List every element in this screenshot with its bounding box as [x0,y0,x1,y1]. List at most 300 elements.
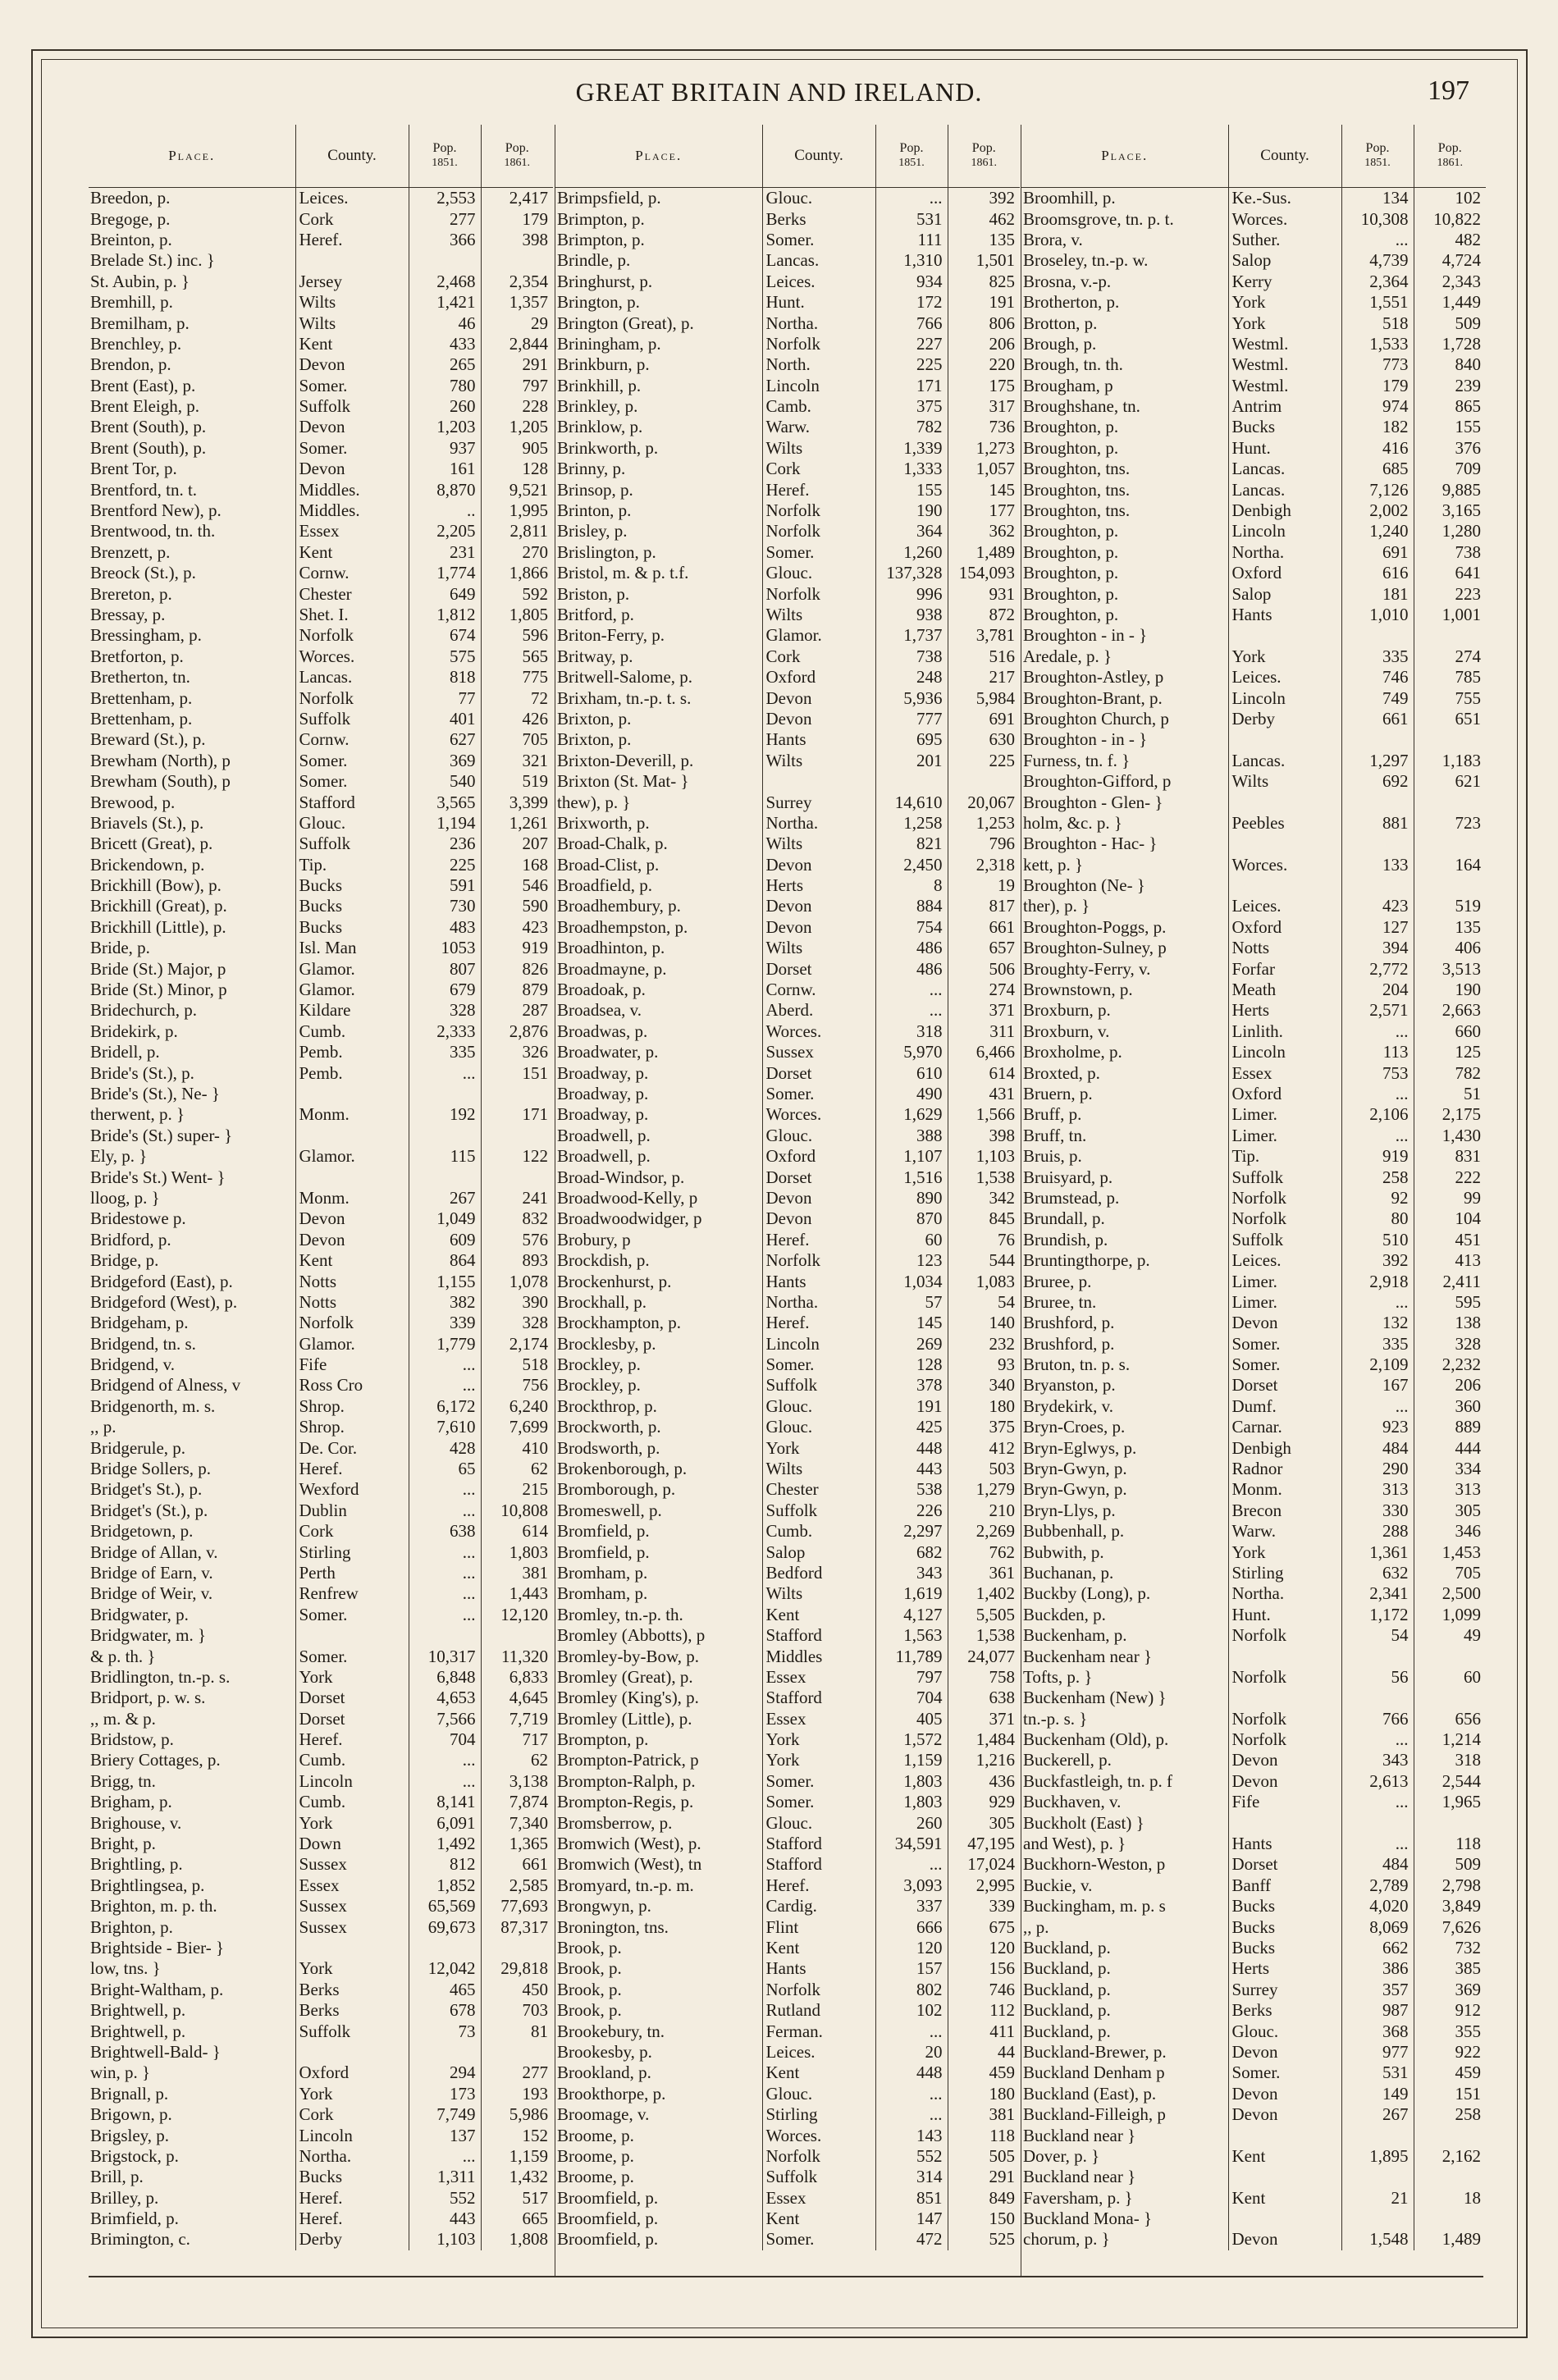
table-row [1021,1834,1486,1854]
table-row [89,667,553,688]
pop-1861-cell: 450 [481,1980,553,2000]
table-row [555,313,1020,333]
county-cell: Somer. [295,751,409,771]
pop-1861-cell: 717 [481,1729,553,1750]
pop-1851-cell: 695 [875,729,948,750]
table-row [89,334,553,354]
place-cell: Bryn-Gwyn, p. [1023,1479,1127,1500]
pop-1851-cell: 115 [409,1146,481,1167]
pop-1851-cell: 753 [1341,1062,1414,1083]
place-cell: Bridstow, p. [90,1729,174,1750]
pop-1851-cell: 738 [875,646,948,667]
pop-1851-cell: 127 [1341,917,1414,938]
pop-1851-cell: 132 [1341,1313,1414,1333]
pop-1851-cell: ... [875,2104,948,2125]
pop-1851-cell [1341,729,1414,750]
pop-1861-cell: 334 [1414,1459,1486,1479]
pop-1851-cell: 8,870 [409,479,481,500]
county-cell: Tip. [295,855,409,875]
place-cell: Brixham, tn.-p. t. s. [557,688,692,708]
pop-1861-cell: 87,317 [481,1916,553,1937]
place-cell: Brough, p. [1023,333,1097,354]
pop-1861-cell: 889 [1414,1417,1486,1437]
place-cell: Buckhorn-Weston, p [1023,1854,1166,1875]
header-county: County. [762,125,875,188]
county-cell: Dorset [1228,1854,1341,1875]
pop-1851-cell: 155 [875,479,948,500]
pop-1851-cell: 1,049 [409,1208,481,1229]
pop-1861-cell: 1,995 [481,500,553,521]
place-cell: Brinkley, p. [557,396,638,417]
table-row [1021,1188,1486,1208]
pop-1861-cell: 1,484 [948,1729,1020,1750]
county-cell [1228,729,1341,750]
place-cell: Brookthorpe, p. [557,2083,666,2104]
table-row [89,1313,553,1333]
place-cell: Bremilham, p. [90,313,190,333]
table-row [555,2229,1020,2250]
pop-1851-cell: 60 [875,1230,948,1250]
table-row [1021,1062,1486,1083]
place-cell: Brookland, p. [557,2063,651,2083]
pop-1861-cell: 503 [948,1459,1020,1479]
table-row [89,1250,553,1271]
pop-1861-cell: 919 [481,938,553,958]
place-cell: Brigstock, p. [90,2145,179,2166]
pop-1851-cell: 851 [875,2188,948,2209]
pop-1851-cell [1341,1688,1414,1708]
pop-1861-cell: 207 [481,834,553,854]
county-cell: Wilts [762,438,875,459]
county-cell: Leices. [762,272,875,292]
pop-1861-cell: 1,280 [1414,521,1486,541]
pop-1861-cell: 122 [481,1146,553,1167]
pop-1851-cell: 343 [1341,1750,1414,1770]
table-row [1021,980,1486,1000]
pop-1861-cell: 381 [481,1563,553,1583]
county-cell: Lincoln [295,1771,409,1792]
pop-1851-cell: 369 [409,751,481,771]
pop-1861-cell: 239 [1414,376,1486,396]
county-cell: Limer. [1228,1292,1341,1313]
pop-1851-cell: 133 [1341,855,1414,875]
place-cell: kett, p. } [1023,854,1084,875]
table-row [555,1667,1020,1688]
county-cell: York [762,1750,875,1770]
pop-1851-cell: 443 [409,2209,481,2229]
table-row [1021,1292,1486,1313]
pop-1851-cell: 821 [875,834,948,854]
table-row [1021,334,1486,354]
place-cell: Brixton-Deverill, p. [557,750,694,770]
pop-1861-cell: 1,805 [481,605,553,625]
table-row [89,2104,553,2125]
place-cell: Brinklow, p. [557,417,643,437]
pop-1861-cell: 128 [481,459,553,479]
table-row [89,1104,553,1125]
table-row [1021,1354,1486,1375]
table-row [1021,1417,1486,1437]
county-cell: Lincoln [1228,688,1341,708]
pop-1861-cell: 1,214 [1414,1729,1486,1750]
county-cell: Norfolk [1228,1729,1341,1750]
place-cell: Broadmayne, p. [557,958,667,979]
pop-1861-cell: 6,466 [948,1042,1020,1062]
place-cell: Bringhurst, p. [557,271,653,291]
place-cell: Brimpton, p. [557,208,645,229]
table-row [555,1208,1020,1229]
county-cell: Heref. [762,1230,875,1250]
place-cell: Broughton, tns. [1023,459,1131,479]
place-cell: Bride's (St.) super- } [90,1125,233,1145]
place-cell: Bridgeford (West), p. [90,1291,238,1312]
pop-1861-cell: 595 [1414,1292,1486,1313]
table-column-2 [555,125,1020,2276]
county-cell: Essex [295,1875,409,1896]
table-row [89,1396,553,1417]
pop-1861-cell: 4,724 [1414,250,1486,271]
place-cell: Bubwith, p. [1023,1542,1104,1562]
place-cell: Faversham, p. } [1023,2187,1133,2208]
pop-1851-cell [1341,834,1414,854]
county-cell: Suffolk [295,834,409,854]
pop-1851-cell: 1,203 [409,417,481,437]
table-row [555,1688,1020,1708]
table-row [1021,625,1486,646]
pop-1851-cell: ... [1341,1729,1414,1750]
county-cell: Hants [1228,1834,1341,1854]
county-cell: Chester [295,583,409,604]
pop-1851-cell: 510 [1341,1230,1414,1250]
place-cell: Dover, p. } [1023,2145,1100,2166]
place-cell: Broughton-Gifford, p [1023,771,1172,792]
place-cell: Bryn-Croes, p. [1023,1417,1126,1437]
pop-1851-cell: 425 [875,1417,948,1437]
place-cell: Bretforton, p. [90,646,184,666]
pop-1851-cell: 147 [875,2209,948,2229]
place-cell: ,, m. & p. [90,1708,156,1729]
county-cell: Herts [1228,1000,1341,1021]
table-row [89,1084,553,1104]
pop-1861-cell: 565 [481,646,553,667]
pop-1851-cell: ... [875,980,948,1000]
place-cell: Bromfield, p. [557,1542,650,1562]
place-cell: Bridestowe p. [90,1208,186,1229]
county-cell: Perth [295,1563,409,1583]
county-cell: Devon [295,459,409,479]
table-row [89,1271,553,1291]
county-cell: Somer. [762,230,875,250]
place-cell: Buckland, p. [1023,1979,1111,1999]
place-cell: ther), p. } [1023,896,1090,916]
pop-1851-cell: ... [875,2021,948,2041]
table-row [89,417,553,437]
place-cell: Brightwell, p. [90,2021,186,2041]
table-row [1021,1958,1486,1979]
place-cell: Broadwood-Kelly, p [557,1187,698,1208]
pop-1861-cell [481,1167,553,1187]
pop-1851-cell: 172 [875,292,948,313]
table-row [1021,208,1486,229]
pop-1851-cell: 260 [409,396,481,417]
pop-1861-cell: 321 [481,751,553,771]
county-cell: Norfolk [762,521,875,541]
pop-1851-cell: ... [1341,1396,1414,1417]
place-cell: Brookesby, p. [557,2041,652,2062]
pop-1861-cell: 2,232 [1414,1354,1486,1375]
place-cell: Bridlington, tn.-p. s. [90,1666,231,1687]
pop-1851-cell: 2,772 [1341,958,1414,979]
place-cell: Bromley (Little), p. [557,1708,692,1729]
pop-1851-cell: 1,812 [409,605,481,625]
county-cell: Somer. [762,1084,875,1104]
pop-1861-cell: 7,626 [1414,1916,1486,1937]
pop-1851-cell: 10,308 [1341,208,1414,229]
place-cell: Bromborough, p. [557,1479,676,1500]
pop-1861-cell: 385 [1414,1958,1486,1979]
pop-1861-cell: 49 [1414,1625,1486,1646]
table-row [1021,250,1486,271]
county-cell: Antrim [1228,396,1341,417]
pop-1861-cell: 220 [948,354,1020,375]
pop-1851-cell: 388 [875,1126,948,1146]
pop-1861-cell [948,771,1020,792]
place-cell: Brinny, p. [557,459,626,479]
pop-1851-cell: 1,492 [409,1834,481,1854]
county-cell: Hants [762,1958,875,1979]
pop-1851-cell: 123 [875,1250,948,1271]
place-cell: Tofts, p. } [1023,1666,1093,1687]
county-cell: Radnor [1228,1459,1341,1479]
table-row [1021,417,1486,437]
county-cell: Cornw. [762,980,875,1000]
place-cell: Brumstead, p. [1023,1187,1120,1208]
place-cell: Bright-Waltham, p. [90,1979,224,1999]
pop-1861-cell: 614 [948,1062,1020,1083]
pop-1861-cell: 99 [1414,1188,1486,1208]
place-cell: Bruis, p. [1023,1146,1082,1167]
table-row [89,583,553,604]
county-cell: Northa. [1228,542,1341,563]
table-row [555,1980,1020,2000]
pop-1861-cell: 2,585 [481,1875,553,1896]
pop-1851-cell: 591 [409,875,481,896]
pop-1851-cell: ... [409,1479,481,1500]
county-cell: Glouc. [762,1812,875,1833]
county-cell: Monm. [295,1188,409,1208]
pop-1851-cell [409,250,481,271]
county-cell: Hunt. [1228,1605,1341,1625]
pop-1861-cell: 277 [481,2063,553,2083]
county-cell [1228,1646,1341,1666]
pop-1851-cell [409,2042,481,2063]
pop-1851-cell [409,1126,481,1146]
pop-1851-cell: 691 [1341,542,1414,563]
table-row [555,751,1020,771]
pop-1861-cell [481,1625,553,1646]
table-row [89,1521,553,1542]
pop-1851-cell: 1,629 [875,1104,948,1125]
pop-1851-cell: 662 [1341,1938,1414,1958]
county-cell: Hants [1228,605,1341,625]
place-cell: Bronington, tns. [557,1916,669,1937]
county-cell: Kent [1228,2146,1341,2167]
pop-1861-cell: 736 [948,417,1020,437]
pop-1861-cell: 931 [948,583,1020,604]
pop-1851-cell: ... [409,1771,481,1792]
place-cell: Brockhampton, p. [557,1313,682,1333]
table-row [1021,1646,1486,1666]
pop-1851-cell: 10,317 [409,1646,481,1666]
pop-1861-cell: 775 [481,667,553,688]
pop-1861-cell: 151 [481,1062,553,1083]
county-cell: Middles [762,1646,875,1666]
place-cell: Bromley-by-Bow, p. [557,1646,700,1666]
county-cell: Somer. [762,1792,875,1812]
pop-1861-cell: 1,083 [948,1271,1020,1291]
county-cell: Heref. [762,1313,875,1333]
pop-1851-cell: 54 [1341,1625,1414,1646]
pop-1861-cell: 651 [1414,709,1486,729]
pop-1851-cell: 20 [875,2042,948,2063]
place-cell: holm, &c. p. } [1023,812,1122,833]
pop-1861-cell: 723 [1414,813,1486,834]
place-cell: Broughton, p. [1023,437,1119,458]
pop-1861-cell [1414,1688,1486,1708]
place-cell: Broad-Clist, p. [557,854,660,875]
place-cell: Brixworth, p. [557,812,650,833]
pop-1851-cell: 1,737 [875,625,948,646]
place-cell: Bridell, p. [90,1042,160,1062]
pop-1851-cell: 2,571 [1341,1000,1414,1021]
table-row [1021,459,1486,479]
pop-1861-cell: 413 [1414,1250,1486,1271]
table-row [555,583,1020,604]
table-row [89,917,553,938]
pop-1851-cell: 364 [875,521,948,541]
pop-1861-cell: 270 [481,542,553,563]
pop-1861-cell: 362 [948,521,1020,541]
county-cell: Monm. [295,1104,409,1125]
place-cell: Bridget's (St.), p. [90,1500,208,1520]
header-pop-1861: Pop. 1861. [948,125,1020,188]
pop-1861-cell: 4,645 [481,1688,553,1708]
header-county: County. [295,125,409,188]
table-row [89,1375,553,1396]
pop-1861-cell: 849 [948,2188,1020,2209]
place-cell: Broughty-Ferry, v. [1023,958,1151,979]
place-cell: thew), p. } [557,792,631,812]
pop-1861-cell: 17,024 [948,1854,1020,1875]
place-cell: Buckden, p. [1023,1604,1106,1624]
place-cell: Britway, p. [557,646,633,666]
table-row [555,2021,1020,2041]
header-pop-1851: Pop. 1851. [409,125,481,188]
pop-1861-cell: 1,216 [948,1750,1020,1770]
county-cell: Northa. [295,2146,409,2167]
pop-1851-cell: 1,240 [1341,521,1414,541]
pop-1861-cell: 12,120 [481,1605,553,1625]
pop-1851-cell: 638 [409,1521,481,1542]
place-cell: Brockworth, p. [557,1417,661,1437]
county-cell: Somer. [295,438,409,459]
page-number: 197 [1428,75,1469,106]
table-row [89,1980,553,2000]
place-cell: Bristol, m. & p. t.f. [557,563,689,583]
table-row [89,1916,553,1937]
place-cell: Buckland Denham p [1023,2063,1165,2083]
pop-1851-cell: 8,069 [1341,1916,1414,1937]
place-cell: Brockhall, p. [557,1291,647,1312]
pop-1851-cell [1341,1646,1414,1666]
pop-1861-cell: 576 [481,1230,553,1250]
place-cell: Buckenham near } [1023,1646,1153,1666]
pop-1861-cell: 175 [948,376,1020,396]
county-cell: Essex [295,521,409,541]
place-cell: Broxburn, p. [1023,1000,1111,1021]
pop-1851-cell: 227 [875,334,948,354]
place-cell: Brent (South), p. [90,437,207,458]
pop-1851-cell: 472 [875,2229,948,2250]
table-row [1021,521,1486,541]
county-cell: Lincoln [1228,521,1341,541]
pop-1851-cell: 4,020 [1341,1896,1414,1916]
table-row [1021,1208,1486,1229]
pop-1851-cell: ... [875,188,948,209]
pop-1861-cell: 482 [1414,230,1486,250]
table-row [555,500,1020,521]
pop-1851-cell: 11,789 [875,1646,948,1666]
pop-1861-cell: 1,443 [481,1583,553,1604]
table-row [1021,1271,1486,1291]
place-cell: Broomage, v. [557,2104,650,2125]
table-row [1021,1563,1486,1583]
pop-1861-cell: 758 [948,1667,1020,1688]
place-cell: Brent Tor, p. [90,459,177,479]
pop-1851-cell: 314 [875,2167,948,2187]
pop-1851-cell: ... [1341,1792,1414,1812]
pop-1851-cell: 328 [409,1000,481,1021]
pop-1861-cell: 3,399 [481,792,553,812]
county-cell: Heref. [295,2188,409,2209]
table-row [1021,272,1486,292]
county-cell: Warw. [1228,1521,1341,1542]
pop-1851-cell: 977 [1341,2042,1414,2063]
pop-1851-cell: 3,093 [875,1875,948,1896]
county-cell: Kent [295,334,409,354]
county-cell: Denbigh [1228,1437,1341,1458]
table-row [555,1834,1020,1854]
place-cell: Buckland near } [1023,2167,1136,2187]
place-cell: Buckfastleigh, tn. p. f [1023,1770,1172,1791]
county-cell: Wilts [762,834,875,854]
place-cell: Bridgerule, p. [90,1437,186,1458]
place-cell: Broxburn, v. [1023,1021,1110,1041]
county-cell: Stafford [295,792,409,812]
county-cell: Oxford [762,1146,875,1167]
county-cell: Ross Cro [295,1375,409,1396]
county-cell: Wilts [295,313,409,333]
pop-1851-cell: 46 [409,313,481,333]
table-row [555,1709,1020,1729]
pop-1861-cell: 392 [948,188,1020,209]
pop-1851-cell: 616 [1341,563,1414,583]
county-cell: Heref. [295,230,409,250]
table-row [555,2188,1020,2209]
place-cell: Bridgend, tn. s. [90,1333,196,1354]
county-cell: Lincoln [762,1333,875,1354]
county-cell: Suffolk [1228,1167,1341,1187]
